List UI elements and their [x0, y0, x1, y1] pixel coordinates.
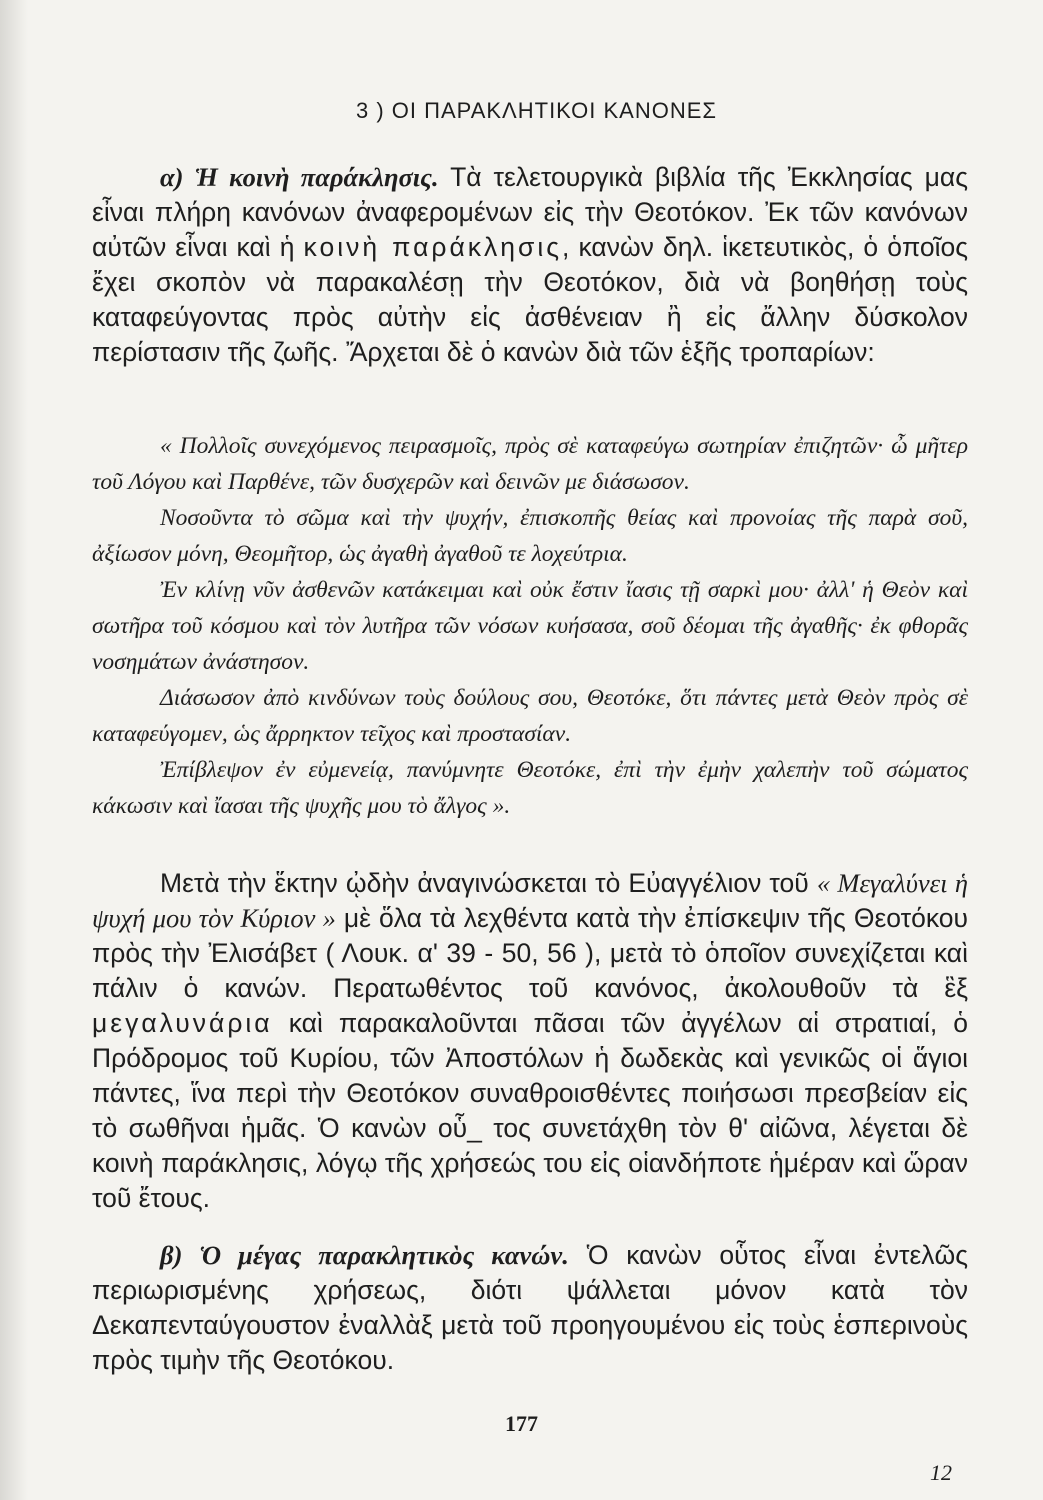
- paragraph-a-text: [92, 160, 968, 370]
- megalynaria-emphasis: μεγαλυνάρια: [92, 1008, 273, 1038]
- signature-mark: 12: [930, 1460, 952, 1485]
- paragraph-a: [92, 160, 968, 370]
- troparion-3: Ἐν κλίνῃ νῦν ἀσθενῶν κατάκειμαι καὶ οὐκ ἔστιν ἴασις τῇ σαρκὶ μου· ἀλλ' ἡ Θεὸν καὶ σωτῆρα τοῦ κόσμου καὶ τὸν λυτῆρα τῶν νόσων κυήσασα, σοῦ δέομαι τῆς ἀγαθῆς· ἐκ φθορᾶς νοσημάτων ἀνάστησον.: [92, 577, 968, 675]
- paragraph-after-part2: μὲ ὅλα τὰ λεχθέντα κατὰ τὴν ἐπίσκεψιν τῆς Θεοτόκου πρὸς τὴν Ἐλισάβετ ( Λουκ. α' 39 - 50, 56 ), μετὰ τὸ ὁποῖον συνεχίζεται καὶ πάλιν ὁ κανών. Περατωθέντος τοῦ κανόνος, ἀκολουθοῦν τὰ ἓξ: [92, 903, 968, 1003]
- paragraph-after-text: [92, 866, 968, 1216]
- paragraph-b-body: Ὁ κανὼν οὗτος εἶναι ἐντελῶς περιωρισμένης χρήσεως, διότι ψάλλεται μόνον κατὰ τὸν Δεκαπενταύγουστον ἐναλλὰξ μετὰ τοῦ προηγουμένου εἰς τοὺς ἑσπερινοὺς πρὸς τιμὴν τῆς Θεοτόκου.: [92, 1240, 968, 1375]
- page-number: 177: [505, 1411, 538, 1436]
- paragraph-a-emphasis: κοινὴ παράκλησις: [303, 232, 563, 262]
- section-heading: 3 ) ΟΙ ΠΑΡΑΚΛΗΤΙΚΟΙ ΚΑΝΟΝΕΣ: [355, 98, 718, 123]
- paragraph-a-heading: α) Ἡ κοινὴ παράκλησις.: [160, 162, 439, 192]
- paragraph-b-heading: β) Ὁ μέγας παρακλητικὸς κανών.: [160, 1240, 569, 1270]
- binding-shadow: [0, 0, 28, 1500]
- paragraph-b-text: [92, 1238, 968, 1378]
- paragraph-after-part1: Μετὰ τὴν ἕκτην ᾠδὴν ἀναγινώσκεται τὸ Εὐαγγέλιον τοῦ: [160, 868, 817, 898]
- paragraph-b: [92, 1238, 968, 1378]
- magnificat-quote: « Μεγαλύνει ἡ ψυχή μου τὸν Κύριον »: [92, 868, 968, 933]
- troparion-2: Νοσοῦντα τὸ σῶμα καὶ τὴν ψυχήν, ἐπισκοπῆς θείας καὶ προνοίας τῆς παρὰ σοῦ, ἀξίωσον μόνη, Θεομῆτορ, ὡς ἀγαθὴ ἀγαθοῦ τε λοχεύτρια.: [92, 505, 968, 567]
- paragraph-a-text-part2: , κανὼν δηλ. ἱκετευτικὸς, ὁ ὁποῖος ἔχει σκοπὸν νὰ παρακαλέσῃ τὴν Θεοτόκον, διὰ νὰ βοηθήσῃ τοὺς καταφεύγοντας πρὸς αὐτὴν εἰς ἀσθένειαν ἢ εἰς ἄλλην δύσκολον περίστασιν τῆς ζωῆς. Ἄρχεται δὲ ὁ κανὼν διὰ τῶν ἑξῆς τροπαρίων:: [92, 232, 969, 367]
- troparia-block: [92, 428, 968, 824]
- paragraph-after-part3: καὶ παρακαλοῦνται πᾶσαι τῶν ἀγγέλων αἱ στρατιαί, ὁ Πρόδρομος τοῦ Κυρίου, τῶν Ἀποστόλων ἡ δωδεκὰς καὶ γενικῶς οἱ ἅγιοι πάντες, ἵνα περὶ τὴν Θεοτόκον συναθροισθέντες ποιήσωσι πρεσβείαν εἰς τὸ σωθῆναι ἡμᾶς. Ὁ κανὼν οὗ_ τος συνετάχθη τὸν θ' αἰῶνα, λέγεται δὲ κοινὴ παράκλησις, λόγῳ τῆς χρήσεώς του εἰς οἱανδήποτε ἡμέραν καὶ ὥραν τοῦ ἔτους.: [92, 1008, 968, 1213]
- paragraph-a-text-part1: Τὰ τελετουργικὰ βιβλία τῆς Ἐκκλησίας μας εἶναι πλήρη κανόνων ἀναφερομένων εἰς τὴν Θεοτόκον. Ἐκ τῶν κανόνων αὐτῶν εἶναι καὶ ἡ: [92, 162, 968, 262]
- troparion-1: « Πολλοῖς συνεχόμενος πειρασμοῖς, πρὸς σὲ καταφεύγω σωτηρίαν ἐπιζητῶν· ὦ μῆτερ τοῦ Λόγου καὶ Παρθένε, τῶν δυσχερῶν καὶ δεινῶν με διάσωσον.: [92, 433, 968, 495]
- troparion-4: Διάσωσον ἀπὸ κινδύνων τοὺς δούλους σου, Θεοτόκε, ὅτι πάντες μετὰ Θεὸν πρὸς σὲ καταφεύγομεν, ὡς ἄρρηκτον τεῖχος καὶ προστασίαν.: [92, 685, 968, 747]
- troparion-5: Ἐπίβλεψον ἐν εὐμενείᾳ, πανύμνητε Θεοτόκε, ἐπὶ τὴν ἐμὴν χαλεπὴν τοῦ σώματος κάκωσιν καὶ ἴασαι τῆς ψυχῆς μου τὸ ἄλγος ».: [92, 757, 968, 819]
- paragraph-after: [92, 866, 968, 1216]
